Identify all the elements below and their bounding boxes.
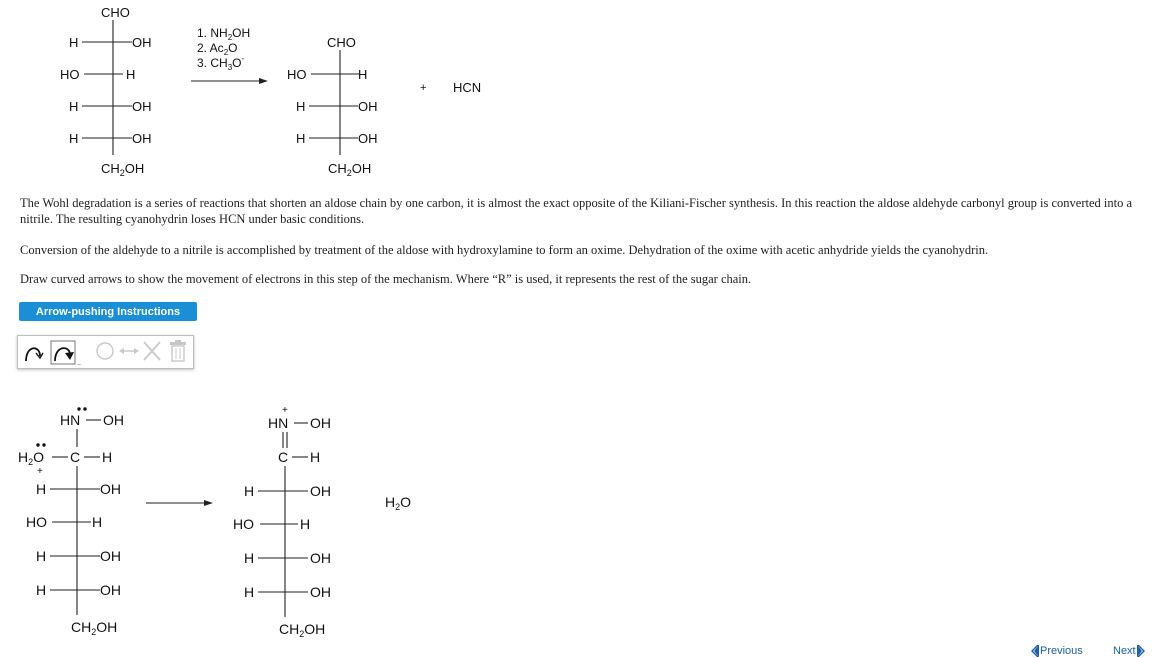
starting-row-3-left: H [69, 99, 79, 114]
mechanism-canvas[interactable] [0, 395, 520, 645]
task-paragraph: Draw curved arrows to show the movement of electrons in this step of the mechanism. Where “R” is used, it represents the rest of the sugar chain. [20, 272, 752, 286]
reactant-row-4-left: H [36, 582, 47, 598]
product-row-3-right: OH [358, 131, 378, 146]
intro-paragraph: The Wohl degradation is a series of reactions that shorten an aldose chain by one carbon, it is almost the exact opposite of the Kiliani-Fischer synthesis. In this reaction the aldose aldehyde carbonyl group is converted into a nitrile. The resulting cyanohydrin loses HCN under basic conditions. [20, 196, 1132, 226]
reagent-2: 2. $Ac_2O$ [197, 41, 238, 57]
reactant-c: C [70, 449, 81, 465]
mechanism-reactant [18, 407, 124, 637]
starting-sugar [60, 5, 152, 178]
product-row-4-right-oh: OH [310, 584, 331, 600]
chevron-right-icon [1136, 644, 1145, 658]
product-row-3-left-h: H [244, 550, 255, 566]
reactant-row-4-right: OH [100, 582, 121, 598]
reactant-row-3-right: OH [100, 548, 121, 564]
reagent-1: 1. $NH_2OH$ [197, 26, 251, 42]
product-row-2-left: H [296, 99, 306, 114]
single-curved-arrow-icon[interactable] [22, 336, 44, 368]
next-button[interactable] [1113, 644, 1145, 658]
product-row-1-left-h: H [244, 483, 255, 499]
starting-row-4-left: H [69, 131, 79, 146]
reactant-row-2-right: H [92, 514, 103, 530]
starting-sugar-bottom: $CH_2OH$ [101, 161, 145, 178]
double-curved-arrow-icon[interactable] [50, 336, 92, 368]
product-row-3-left: H [296, 131, 306, 146]
product-sugar [287, 35, 378, 178]
delete-x-icon[interactable] [140, 336, 164, 368]
product-row-4-left-h: H [244, 584, 255, 600]
product-row-1-left: HO [287, 67, 307, 82]
reactant-row-1-right: OH [100, 481, 121, 497]
water-byproduct: $H_2O$ [385, 494, 412, 512]
reactant-row-1-left: H [36, 481, 47, 497]
reactant-oxonium-charge: + [37, 466, 43, 477]
starting-row-1-right: OH [132, 35, 152, 50]
reactant-row-3-left: H [36, 548, 47, 564]
product-n-charge: + [282, 405, 288, 416]
reactant-c-h: H [102, 449, 113, 465]
product-row-2-left-ho: HO [233, 516, 254, 532]
product-bottom: $CH_2OH$ [279, 621, 326, 639]
oxime-paragraph: Conversion of the aldehyde to a nitrile is accomplished by treatment of the aldose with hydroxylamine to form an oxime. Dehydration of the oxime with acetic anhydride yields the cyanohydrin. [20, 243, 989, 257]
mechanism-product [233, 405, 331, 639]
product-row-2-right-h: H [300, 516, 311, 532]
starting-row-2-right: H [126, 67, 136, 82]
starting-sugar-top: CHO [101, 5, 130, 20]
product-row-3-right-oh: OH [310, 550, 331, 566]
reactant-bottom: $CH_2OH$ [71, 619, 118, 637]
product-n-oh: OH [310, 415, 331, 431]
reactant-row-2-left: HO [26, 514, 47, 530]
chevron-left-icon [1031, 644, 1040, 658]
arrow-pushing-instructions-button[interactable]: Arrow-pushing Instructions [19, 302, 197, 321]
reaction-arrow [191, 78, 268, 84]
product-row-1-right: H [358, 67, 368, 82]
previous-label: Previous [1040, 644, 1083, 657]
next-label: Next [1113, 644, 1136, 657]
previous-button[interactable] [1031, 644, 1083, 658]
svg-text:..: .. [77, 360, 81, 367]
product-c-h: H [310, 449, 321, 465]
reactant-hn: HN [60, 412, 81, 428]
starting-row-2-left: HO [60, 67, 80, 82]
product-row-2-right: OH [358, 99, 378, 114]
starting-row-3-right: OH [132, 99, 152, 114]
double-arrow-icon[interactable] [116, 336, 142, 368]
product-c: C [278, 449, 289, 465]
reaction-scheme [0, 0, 520, 185]
plus-sign: + [420, 82, 427, 94]
starting-row-4-right: OH [132, 131, 152, 146]
mechanism-arrow [146, 500, 213, 506]
arrow-toolbar [17, 335, 194, 369]
reactant-n-oh: OH [103, 412, 124, 428]
reactant-water-group: $H_2O$ [18, 449, 45, 467]
product-sugar-bottom: $CH_2OH$ [328, 161, 372, 178]
reagents [197, 26, 250, 72]
byproduct-hcn: HCN [453, 80, 482, 95]
product-hn: HN [268, 415, 289, 431]
product-sugar-top: CHO [327, 35, 356, 50]
product-row-1-right-oh: OH [310, 483, 331, 499]
trash-icon[interactable] [166, 336, 190, 368]
reagent-3: 3. $CH_3O^-$ [197, 54, 245, 72]
starting-row-1-left: H [69, 35, 79, 50]
